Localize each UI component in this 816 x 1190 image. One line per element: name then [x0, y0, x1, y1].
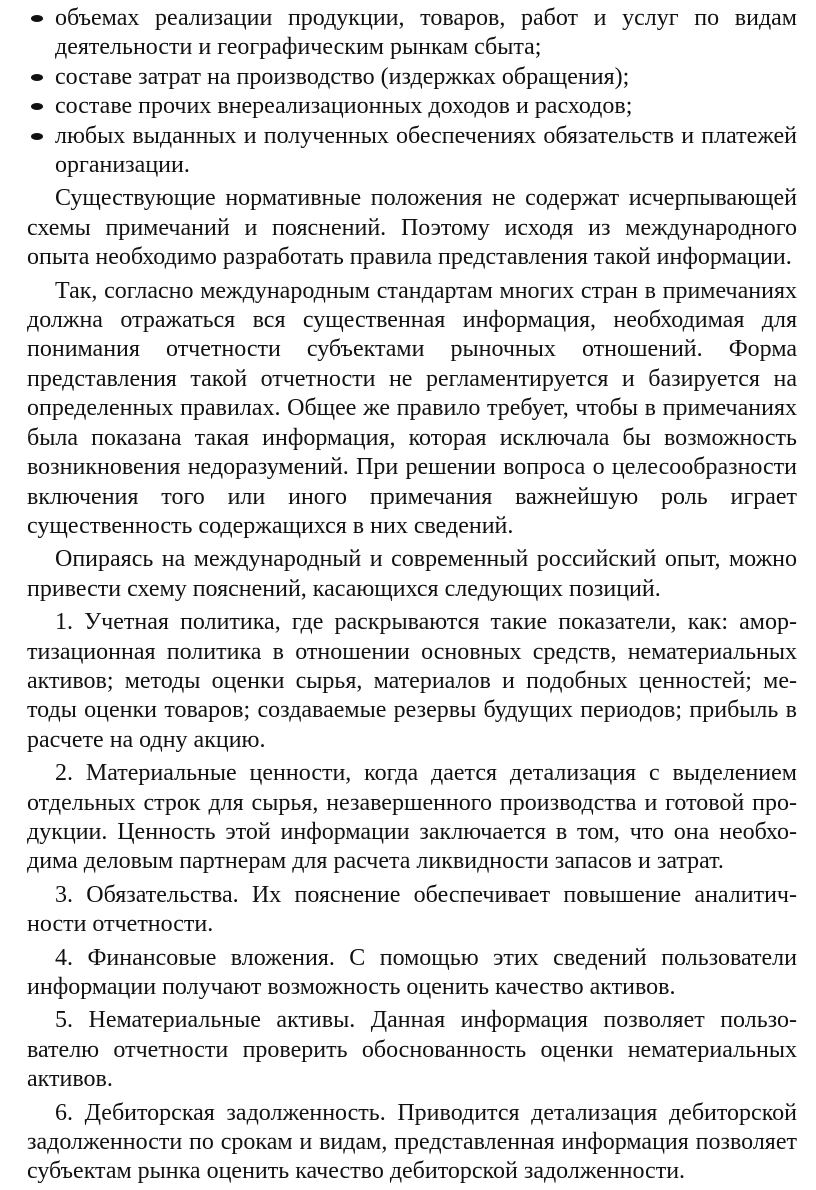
- bullet-dot-icon: [31, 133, 43, 140]
- bullet-dot-icon: [31, 15, 43, 22]
- bullet-item: [27, 92, 797, 121]
- bullet-item: [27, 4, 797, 63]
- numbered-paragraph: 4. Финансовые вложения. С помощью этих сведений пользователи информации получают возможность оценить качество активов.: [27, 944, 797, 1000]
- bullet-text: любых выданных и полученных обеспечениях обязательств и платежей организации.: [55, 122, 797, 179]
- document-page: [27, 4, 797, 1187]
- paragraph: Опираясь на международный и современный российский опыт, можно привести схему пояснений, касающихся следующих позиций.: [27, 546, 797, 602]
- numbered-paragraph: 5. Нематериальные активы. Данная информация позволяет пользователю отчетности проверить обоснованность оценки нематериальных активов.: [27, 1007, 797, 1093]
- numbered-paragraph: 3. Обязательства. Их пояснение обеспечивает повышение аналитичности отчетности.: [27, 881, 797, 938]
- paragraph: Существующие нормативные положения не содержат исчерпывающей схемы примечаний и пояснений. Поэтому исходя из международного опыта необходимо разработать правила представления такой информации.: [27, 185, 797, 271]
- bullet-dot-icon: [31, 74, 43, 81]
- bullet-text: составе затрат на производство (издержках обращения);: [55, 63, 630, 90]
- bullet-text: составе прочих внереализационных доходов и расходов;: [55, 93, 633, 120]
- bullet-item: [27, 122, 797, 181]
- bullet-list: [27, 4, 797, 180]
- bullet-text: объемах реализации продукции, товаров, работ и услуг по видам деятельности и географическим рынкам сбыта;: [55, 5, 797, 61]
- numbered-paragraph: 1. Учетная политика, где раскрываются такие показатели, как: амортизационная политика в отношении основных средств, нематериальных активов; методы оценки сырья, материалов и подобных ценностей; методы оценки товаров; создаваемые резервы будущих периодов; прибыль в расчете на одну акцию.: [27, 609, 797, 753]
- bullet-dot-icon: [31, 103, 43, 110]
- paragraph: Так, согласно международным стандартам многих стран в примечаниях должна отражаться вся существенная информация, необходимая для понимания отчетности субъектами рыночных отношений. Форма представления такой отчетности не регламентируется и базируется на определенных правилах. Общее же правило требует, чтобы в примечаниях была показана такая информация, которая исключала бы возможность возникновения недоразумений. При решении вопроса о целесообразности включения того или иного примечания важнейшую роль играет существенность содержащихся в них сведений.: [27, 277, 797, 539]
- numbered-paragraph: 2. Материальные ценности, когда дается детализация с выделением отдельных строк для сырья, незавершенного производства и готовой продукции. Ценность этой информации заключается в том, что она необходима деловым партнерам для расчета ликвидности запасов и затрат.: [27, 760, 797, 875]
- numbered-paragraph: 6. Дебиторская задолженность. Приводится детализация дебиторской задолженности по срокам и видам, представленная информация позволяет субъектам рынка оценить качество дебиторской задолженности.: [27, 1099, 797, 1185]
- bullet-item: [27, 63, 797, 92]
